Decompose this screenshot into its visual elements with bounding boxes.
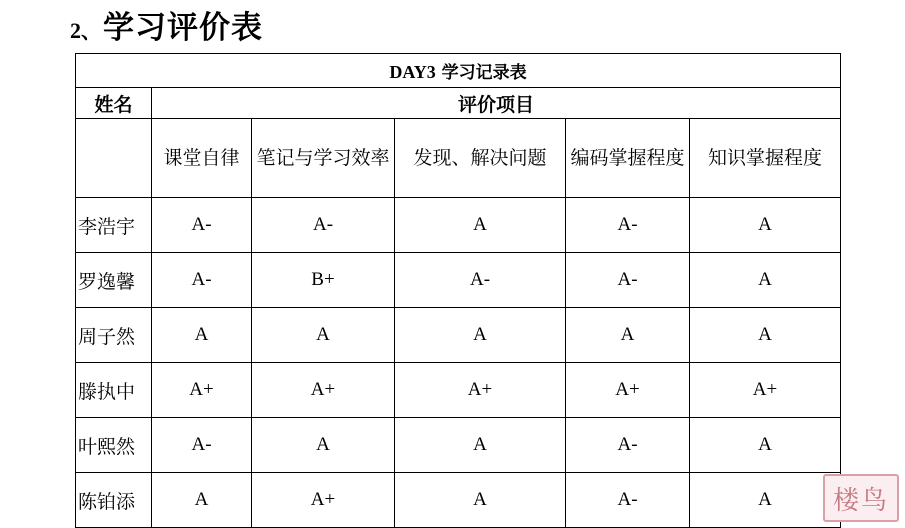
grade-cell: A- xyxy=(152,418,252,473)
grade-cell: A xyxy=(690,308,841,363)
criterion-header: 笔记与学习效率 xyxy=(252,119,395,198)
grade-cell: A xyxy=(690,253,841,308)
criterion-header: 知识掌握程度 xyxy=(690,119,841,198)
watermark-stamp xyxy=(823,474,899,522)
grade-cell: A- xyxy=(566,418,690,473)
student-name: 叶熙然 xyxy=(76,418,152,473)
table-row xyxy=(76,473,841,528)
table-title-row xyxy=(76,54,841,88)
evaluation-group-header: 评价项目 xyxy=(152,88,841,119)
grade-cell: A- xyxy=(566,198,690,253)
grade-cell: A xyxy=(690,418,841,473)
table-row xyxy=(76,418,841,473)
criterion-header: 发现、解决问题 xyxy=(395,119,566,198)
grade-cell: A xyxy=(252,308,395,363)
grade-cell: A+ xyxy=(690,363,841,418)
criteria-row xyxy=(76,119,841,198)
table-header-row xyxy=(76,88,841,119)
grade-cell: A xyxy=(690,198,841,253)
grade-cell: A- xyxy=(252,198,395,253)
student-name: 陈铂添 xyxy=(76,473,152,528)
grade-cell: A- xyxy=(566,473,690,528)
grade-cell: A+ xyxy=(395,363,566,418)
grade-cell: A xyxy=(252,418,395,473)
student-name: 滕执中 xyxy=(76,363,152,418)
grade-cell: A- xyxy=(395,253,566,308)
grade-cell: A xyxy=(152,308,252,363)
grade-cell: A xyxy=(566,308,690,363)
table-title-text: 学习记录表 xyxy=(435,63,527,83)
grade-cell: A+ xyxy=(252,363,395,418)
grade-cell: A- xyxy=(152,198,252,253)
table-row xyxy=(76,363,841,418)
grade-cell: B+ xyxy=(252,253,395,308)
grade-cell: A xyxy=(152,473,252,528)
grade-cell: A+ xyxy=(566,363,690,418)
section-number: 2 xyxy=(70,18,81,43)
section-heading xyxy=(70,2,263,44)
learning-record-table xyxy=(75,53,841,528)
table-title-day: DAY3 xyxy=(389,62,436,82)
section-title: 学习评价表 xyxy=(103,10,263,46)
criterion-header: 编码掌握程度 xyxy=(566,119,690,198)
grade-cell: A+ xyxy=(252,473,395,528)
grade-cell: A- xyxy=(152,253,252,308)
table-row xyxy=(76,308,841,363)
student-name: 罗逸馨 xyxy=(76,253,152,308)
grade-cell: A xyxy=(395,418,566,473)
criteria-blank-cell xyxy=(76,119,152,198)
table-row xyxy=(76,253,841,308)
student-name: 周子然 xyxy=(76,308,152,363)
grade-cell: A xyxy=(395,473,566,528)
grade-cell: A xyxy=(395,308,566,363)
grade-cell: A- xyxy=(566,253,690,308)
grade-cell: A+ xyxy=(152,363,252,418)
student-name: 李浩宇 xyxy=(76,198,152,253)
section-separator: 、 xyxy=(81,19,101,43)
grade-cell: A xyxy=(395,198,566,253)
watermark-text: 楼鸟 xyxy=(832,485,889,516)
criterion-header: 课堂自律 xyxy=(152,119,252,198)
name-column-header: 姓名 xyxy=(76,88,152,119)
table-title xyxy=(76,54,841,88)
grade-cell: A xyxy=(690,473,841,528)
table-row xyxy=(76,198,841,253)
